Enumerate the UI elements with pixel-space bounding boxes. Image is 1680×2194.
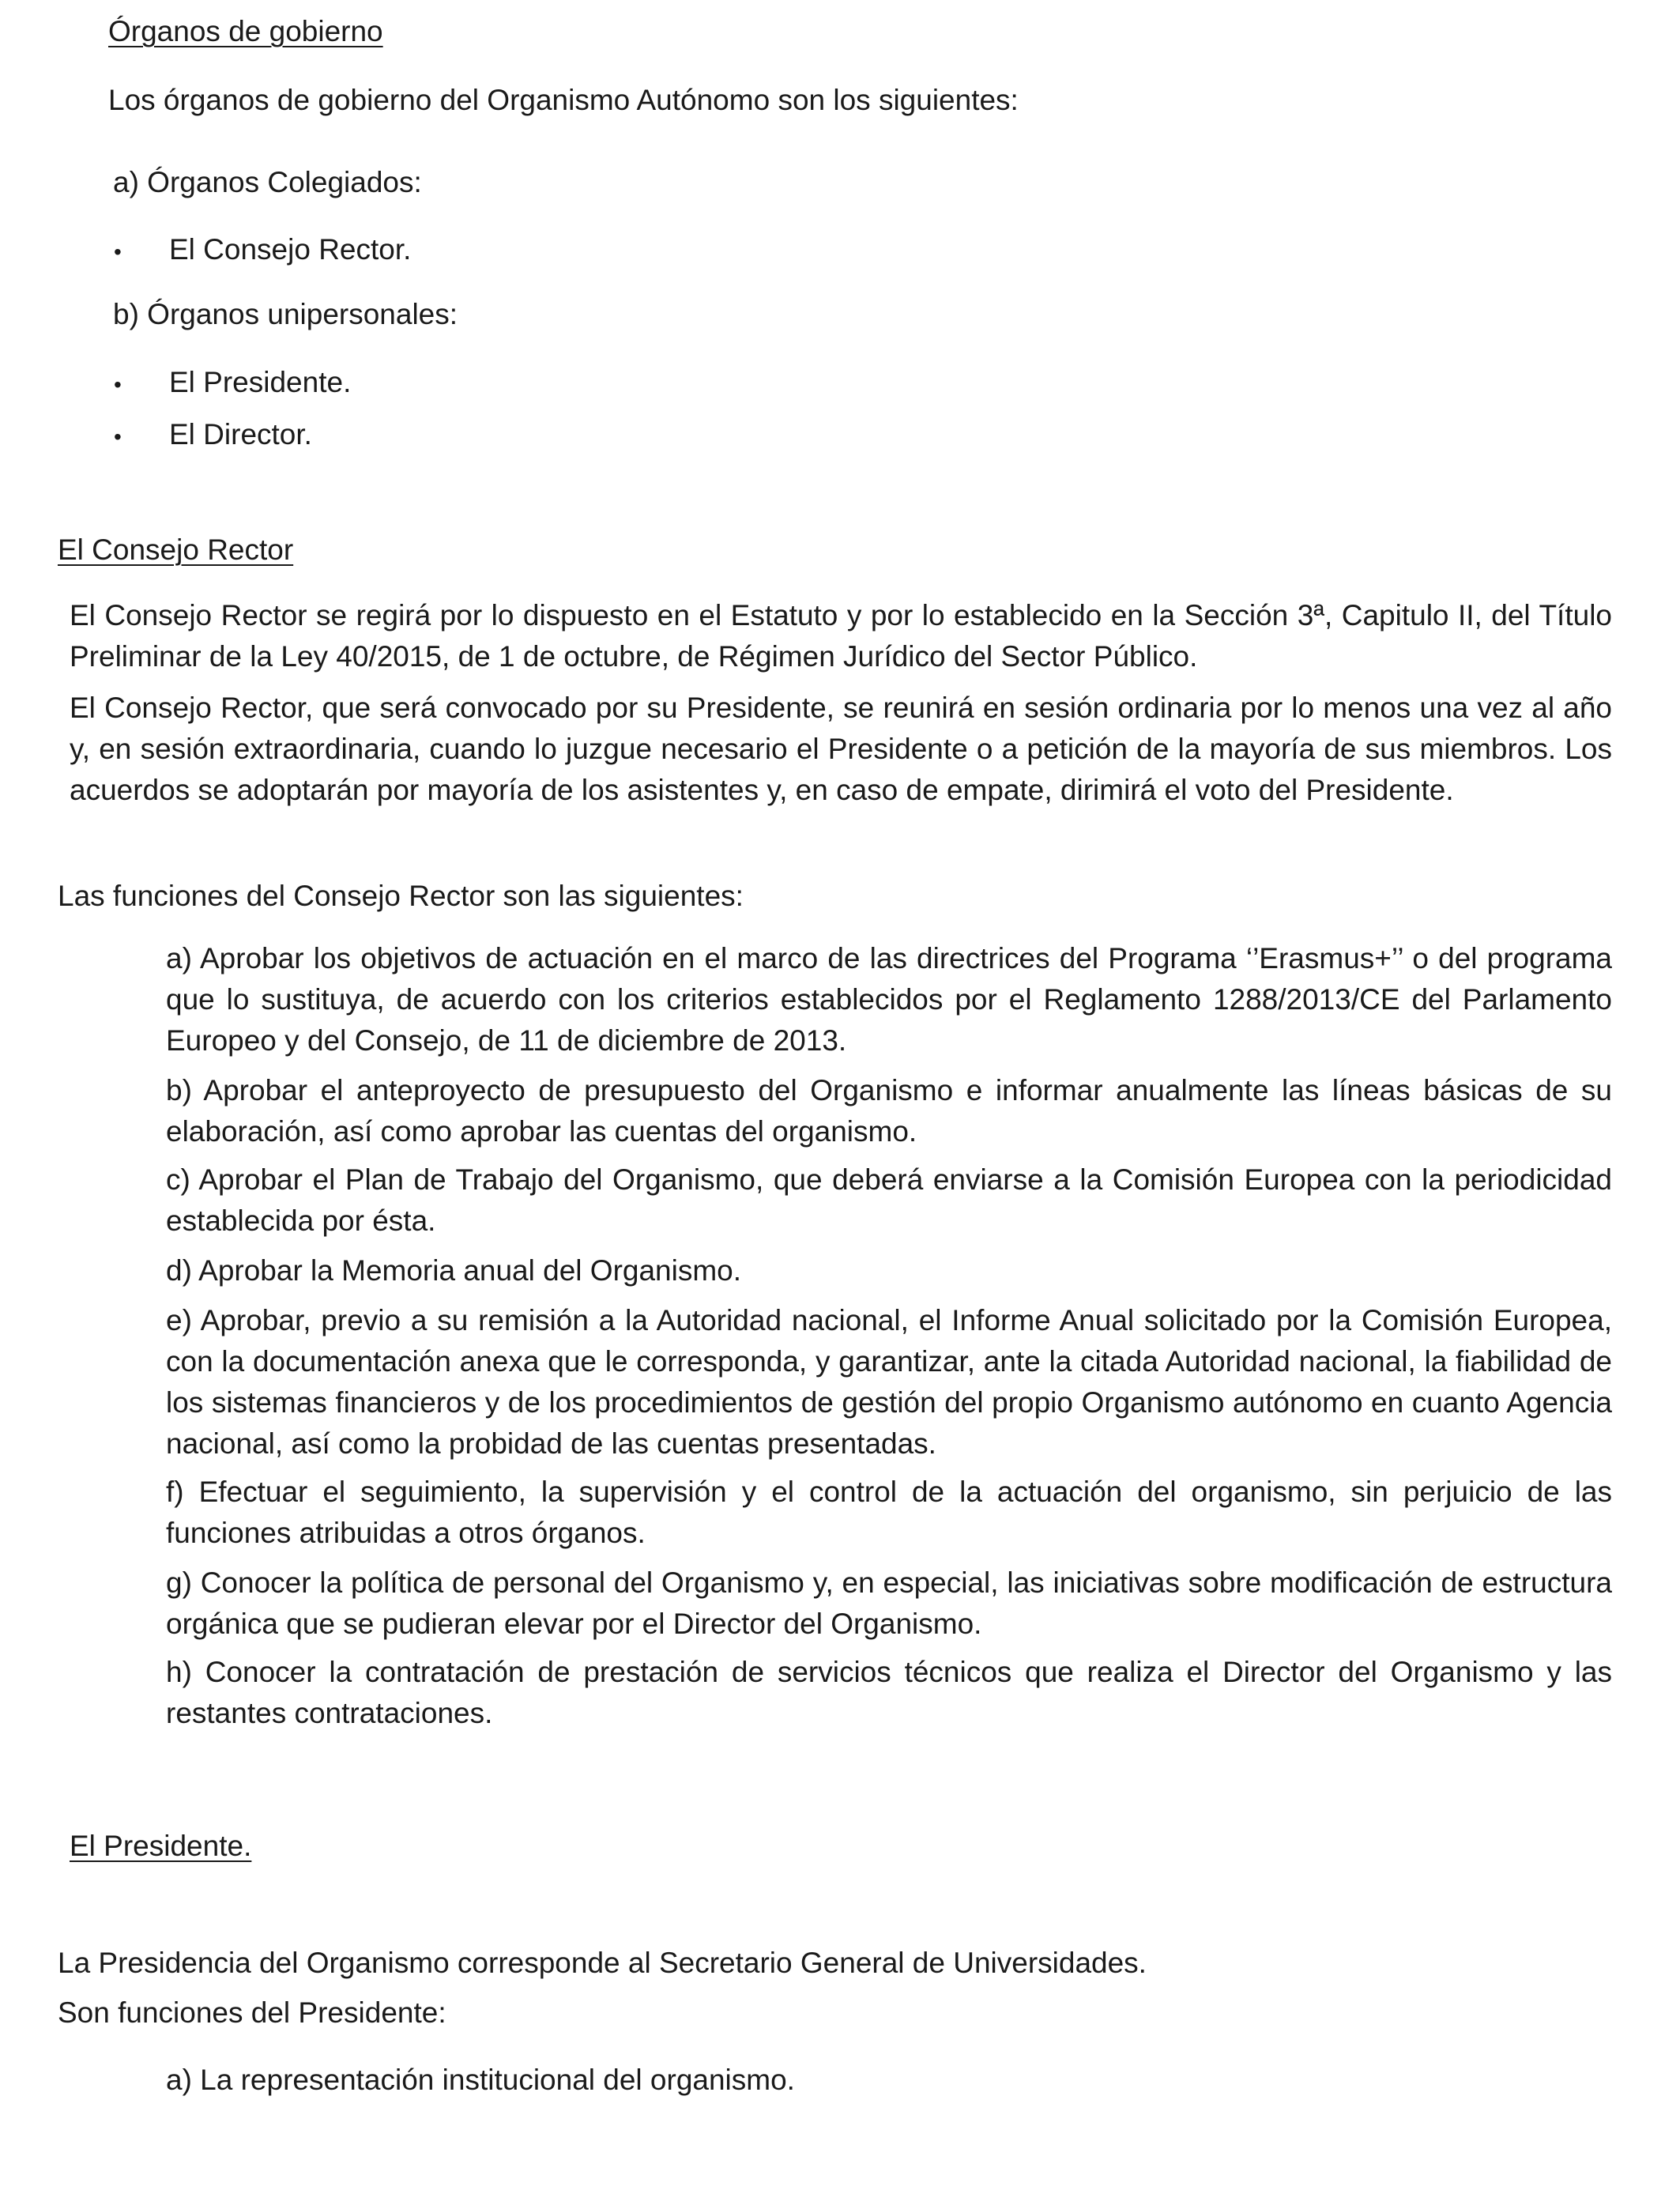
- consejo-paragraph-1: El Consejo Rector se regirá por lo dispuesto en el Estatuto y por lo establecido en la Sección 3ª, Capitulo II, del Título Preliminar de la Ley 40/2015, de 1 de octubre, de Régimen Jurídico del Sector Público.: [70, 599, 1612, 673]
- section-heading-consejo: El Consejo Rector: [58, 533, 294, 566]
- bullet-icon: •: [114, 239, 122, 264]
- consejo-funcion-b: b) Aprobar el anteproyecto de presupuesto del Organismo e informar anualmente las líneas básicas de su elaboración, así como aprobar las cuentas del organismo.: [166, 1074, 1612, 1148]
- list-item-label: El Consejo Rector.: [169, 233, 412, 266]
- bullet-icon: •: [114, 372, 122, 397]
- presidente-funcion-a: a) La representación institucional del organismo.: [166, 2064, 795, 2096]
- presidente-paragraph-1: La Presidencia del Organismo corresponde al Secretario General de Universidades.: [58, 1947, 1147, 1979]
- consejo-funcion-d: d) Aprobar la Memoria anual del Organismo.: [166, 1254, 742, 1287]
- consejo-paragraph-2: El Consejo Rector, que será convocado por su Presidente, se reunirá en sesión ordinaria por lo menos una vez al año y, en sesión extraordinaria, cuando lo juzgue necesario el Presidente o a petición de la mayoría de sus miembros. Los acuerdos se adoptarán por mayoría de los asistentes y, en caso de empate, dirimirá el voto del Presidente.: [70, 692, 1612, 806]
- consejo-funcion-c: c) Aprobar el Plan de Trabajo del Organismo, que deberá enviarse a la Comisión Europea con la periodicidad establecida por ésta.: [166, 1163, 1612, 1237]
- presidente-funciones-intro: Son funciones del Presidente:: [58, 1996, 446, 2029]
- consejo-funcion-a: a) Aprobar los objetivos de actuación en el marco de las directrices del Programa ‘’Erasmus+’’ o del programa que lo sustituya, de acuerdo con los criterios establecidos por el Reglamento 1288/2013/CE del Parlamento Europeo y del Consejo, de 11 de diciembre de 2013.: [166, 942, 1612, 1057]
- section-heading-presidente: El Presidente.: [70, 1830, 252, 1862]
- colegiados-label: a) Órganos Colegiados:: [113, 166, 422, 198]
- consejo-funcion-e: e) Aprobar, previo a su remisión a la Autoridad nacional, el Informe Anual solicitado por la Comisión Europea, con la documentación anexa que le corresponda, y garantizar, ante la citada Autoridad nacional, la fiabilidad de los sistemas financieros y de los procedimientos de gestión del propio Organismo autónomo en cuanto Agencia nacional, así como la probidad de las cuentas presentadas.: [166, 1304, 1612, 1460]
- consejo-funcion-f: f) Efectuar el seguimiento, la supervisión y el control de la actuación del organismo, sin perjuicio de las funciones atribuidas a otros órganos.: [166, 1476, 1612, 1549]
- organos-intro: Los órganos de gobierno del Organismo Autónomo son los siguientes:: [108, 84, 1019, 116]
- section-heading-organos: Órganos de gobierno: [108, 15, 383, 47]
- consejo-funcion-h: h) Conocer la contratación de prestación de servicios técnicos que realiza el Director del Organismo y las restantes contrataciones.: [166, 1656, 1612, 1729]
- list-item-director: [114, 414, 312, 458]
- list-item-consejo-rector: [114, 229, 411, 273]
- list-item-label: El Presidente.: [169, 366, 352, 398]
- list-item-label: El Director.: [169, 418, 312, 450]
- bullet-icon: •: [114, 424, 122, 449]
- consejo-funcion-g: g) Conocer la política de personal del Organismo y, en especial, las iniciativas sobre modificación de estructura orgánica que se pudieran elevar por el Director del Organismo.: [166, 1566, 1612, 1640]
- consejo-funciones-intro: Las funciones del Consejo Rector son las siguientes:: [58, 880, 744, 912]
- list-item-presidente: [114, 362, 351, 405]
- unipersonales-label: b) Órganos unipersonales:: [113, 298, 458, 330]
